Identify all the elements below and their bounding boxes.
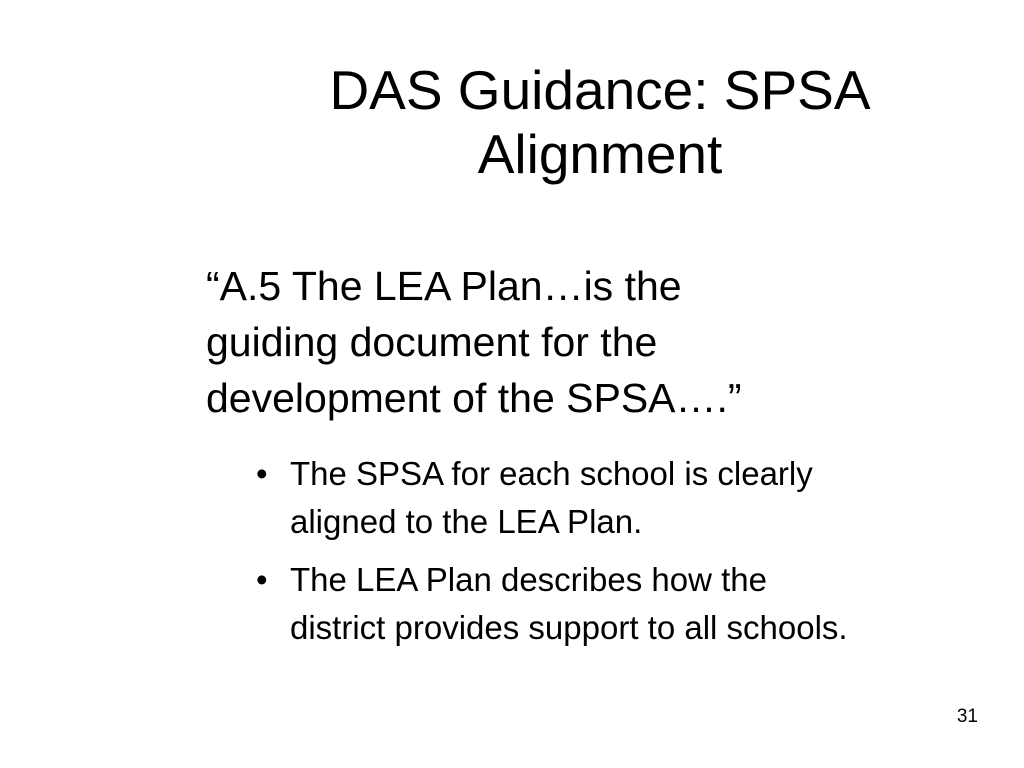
quote-line: guiding document for the: [206, 319, 658, 365]
bullet-icon: •: [256, 455, 268, 492]
slide-title-line: DAS Guidance: SPSA: [329, 59, 871, 121]
slide-title-line: Alignment: [477, 123, 723, 185]
bullet-text-line: The SPSA for each school is clearly: [290, 455, 813, 492]
bullet-text-line: The LEA Plan describes how the: [290, 561, 767, 598]
page-number: 31: [956, 706, 978, 727]
bullet-item: [256, 556, 996, 652]
bullet-text-line: district provides support to all schools.: [290, 609, 848, 646]
slide-title: [250, 58, 950, 186]
quote-line: development of the SPSA….”: [206, 375, 742, 421]
quote-line: “A.5 The LEA Plan…is the: [206, 263, 682, 309]
bullet-list: [256, 450, 996, 662]
bullet-item: [256, 450, 996, 546]
bullet-text-line: aligned to the LEA Plan.: [290, 503, 643, 540]
quote-text: [206, 258, 966, 426]
bullet-icon: •: [256, 561, 268, 598]
